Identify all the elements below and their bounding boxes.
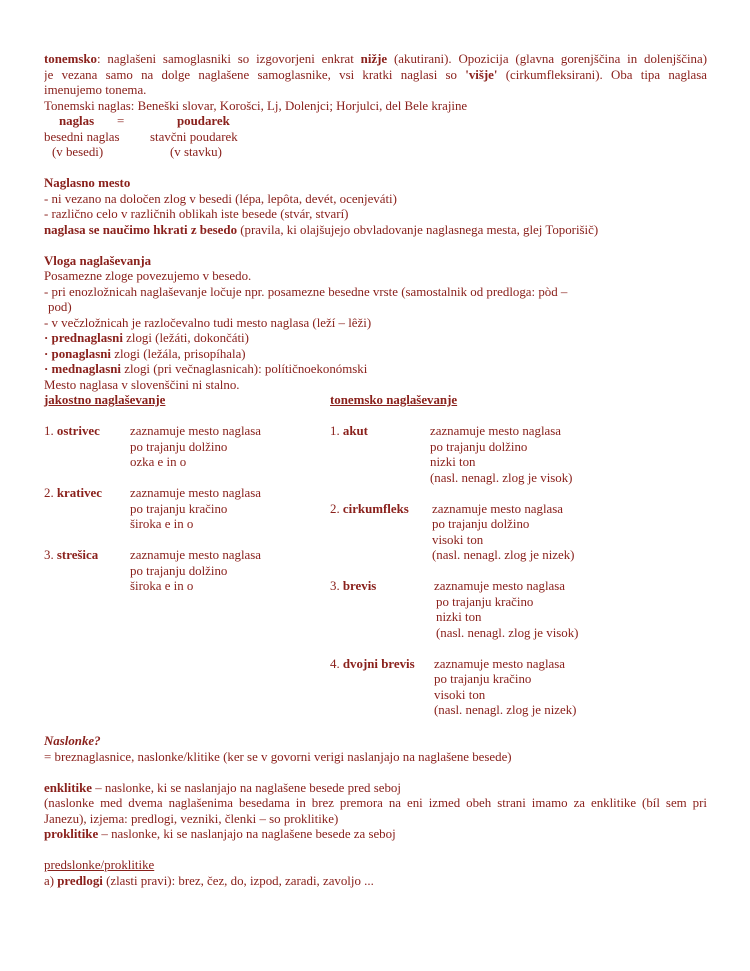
text-run: po trajanju kračino [130,501,228,516]
text-run: imenujemo tonema. [44,83,147,97]
text-run: (nasl. nenagl. zlog je visok) [430,470,573,485]
text-run: 1. [44,424,57,438]
text-run: = [117,114,125,128]
text-run: je vezana samo na dolge naglašene samoglasnike, vsi kratki naglasi so [44,67,466,82]
text-run: Vloga naglaševanja [44,253,152,268]
doc-line-segment [330,393,457,409]
text-run: po trajanju dolžino [130,563,228,578]
text-run: - ni vezano na določen zlog v besedi (lépa, lepôta, devét, ocenjeváti) [44,191,397,206]
text-run: (nasl. nenagl. zlog je visok) [436,625,579,640]
table-row [44,471,707,487]
doc-line-segment [330,657,415,673]
doc-line [44,223,707,239]
text-run: Tonemski naglas: Beneški slovar, Korošci, Lj, Dolenjci; Horjulci, del Bele krajine [44,98,468,113]
text-run: 'višje' [465,67,498,82]
text-run: cirkumfleks [342,501,409,516]
text-run: po trajanju kračino [436,594,534,609]
doc-line-segment [430,455,475,471]
doc-line-segment [130,517,193,533]
text-run: (nasl. nenagl. zlog je nizek) [434,703,577,717]
doc-line [44,347,707,363]
text-run: po trajanju dolžino [430,439,528,454]
doc-line [44,285,707,301]
heading-naslonke [44,734,707,750]
text-run: zaznamuje mesto naglasa [434,656,565,671]
text-run: Naslonke? [44,734,101,748]
text-run: Naglasno mesto [44,176,131,190]
text-run: predslonke/proklitike [44,858,155,872]
doc-line [44,378,707,394]
doc-line-segment [177,114,230,130]
text-run: besedni naglas [44,129,120,144]
text-run: ostrivec [56,424,100,438]
doc-line [44,812,707,828]
text-run: zlogi (ležáti, dokončáti) [122,331,249,345]
text-run: tonemsko naglaševanje [330,393,458,407]
table-row [44,564,707,580]
v-besedi-v-stavku-line [44,145,707,161]
doc-line-segment [117,114,124,130]
doc-line [44,192,707,208]
blank-line [44,641,707,657]
table-row [44,579,707,595]
doc-line-segment [436,626,578,642]
text-run: 4. [330,656,343,671]
doc-line-segment [432,548,574,564]
text-run: zaznamuje mesto naglasa [432,501,563,516]
text-run: proklitike [44,827,99,841]
text-run: akut [342,424,368,438]
text-run: krativec [56,486,102,500]
text-run: zlogi (pri večnaglasnicah): polítičnoekonómski [121,362,368,376]
doc-line-segment [436,595,533,611]
text-run: (pravila, ki olajšujejo obvladovanje naglasnega mesta, glej Toporišič) [237,222,599,237]
table-row [44,626,707,642]
text-run: pod) [48,300,72,314]
doc-line-segment [44,424,100,440]
doc-line-segment [44,548,98,564]
text-run: · ponaglasni [44,346,111,361]
intro-line-1 [44,52,707,68]
text-run: (v stavku) [170,145,222,159]
text-run: stavčni poudarek [150,129,238,144]
doc-line [44,331,707,347]
besedni-stavcni-line [44,130,707,146]
text-run: po trajanju dolžino [130,439,228,454]
text-run: - pri enozložnicah naglaševanje ločuje npr. posamezne besedne vrste (samostalnik od predloga: pòd – [44,284,568,299]
doc-line-segment [430,424,561,440]
text-run: nižje [360,52,388,66]
table-row [44,517,707,533]
doc-line-segment [48,300,72,316]
text-run: enklitike [44,780,92,795]
blank-line [44,238,707,254]
text-run: (zlasti pravi): brez, čez, do, izpod, zaradi, zavoljo ... [102,873,374,888]
doc-line [44,207,707,223]
doc-line-segment [130,579,193,595]
doc-line-segment [330,579,376,595]
text-run: - različno celo v različnih oblikah iste besede (stvár, stvarí) [44,207,349,221]
heading-vloga-naglasevanja [44,254,707,270]
blank-line [44,161,707,177]
blank-line [44,409,707,425]
heading-naglasno-mesto [44,176,707,192]
table-row [44,440,707,456]
doc-line-segment [432,502,563,518]
text-run: visoki ton [432,532,484,547]
table-row [44,548,707,564]
column-headers [44,393,707,409]
text-run: jakostno naglaševanje [44,393,166,407]
text-run: Mesto naglasa v slovenščini ni stalno. [44,377,240,392]
text-run: zaznamuje mesto naglasa [130,486,261,500]
doc-line-segment [170,145,222,161]
doc-line [44,827,707,843]
text-run: strešica [56,548,99,562]
table-row [44,610,707,626]
text-run: brevis [342,579,377,593]
text-run: tonemsko [44,52,97,66]
doc-line-segment [59,114,94,130]
doc-line [44,269,707,285]
intro-line-3 [44,83,707,99]
text-run: 1. [330,424,343,438]
doc-line [44,316,707,332]
doc-line-segment [434,688,485,704]
text-run: · prednaglasni [44,331,123,345]
text-run: 2. [44,486,57,500]
doc-line-segment [432,533,483,549]
doc-line-segment [330,502,409,518]
doc-line-segment [130,548,261,564]
table-row [44,533,707,549]
tonemski-naglas-line [44,99,707,115]
text-run: po trajanju kračino [434,672,532,686]
text-run: visoki ton [434,687,486,702]
text-run: naglas [59,114,95,128]
doc-line-segment [434,579,565,595]
document-body [44,52,707,889]
blank-line [44,719,707,735]
text-run: 2. [330,501,343,516]
doc-line-segment [130,486,261,502]
text-run: po trajanju dolžino [432,517,530,531]
doc-line [44,874,707,890]
text-run: dvojni brevis [342,656,415,671]
text-run: Janezu), izjema: predlogi, vezniki, členki – so proklitike) [44,811,339,826]
doc-line-segment [130,455,186,471]
text-run: – naslonke, ki se naslanjajo na naglašene besede za seboj [98,827,396,841]
doc-line-segment [436,610,481,626]
text-run: (naslonke med dvema naglašenima besedama in brez premora na eni izmed obeh strani imamo za enklitike (bíl sem pri [44,796,707,810]
doc-line [44,781,707,797]
text-run: (akutirani). Opozicija (glavna gorenjščina in dolenjščina) [387,52,707,66]
doc-line-segment [44,130,120,146]
text-run: : naglašeni samoglasniki so izgovorjeni enkrat [97,52,361,66]
naglas-poudarek-line [44,114,707,130]
text-run: široka e in o [130,579,194,593]
doc-line [44,300,707,316]
text-run: (nasl. nenagl. zlog je nizek) [432,548,575,562]
text-run: 3. [330,579,343,593]
doc-line-segment [52,145,103,161]
table-row [44,424,707,440]
table-row [44,657,707,673]
blank-line [44,843,707,859]
table-row [44,595,707,611]
text-run: - v večzložnicah je razločevalno tudi mesto naglasa (leží – lêži) [44,315,372,330]
doc-line [44,796,707,812]
text-run: nizki ton [430,455,476,469]
text-run: 3. [44,548,57,562]
doc-line-segment [130,440,227,456]
doc-line-segment [430,471,572,487]
table-row [44,703,707,719]
text-run: zaznamuje mesto naglasa [130,548,261,562]
text-run: predlogi [57,873,103,888]
table-row [44,486,707,502]
text-run: ozka e in o [130,455,187,469]
doc-line-segment [130,424,261,440]
doc-line-segment [330,424,368,440]
text-run: široka e in o [130,517,194,531]
doc-line-segment [432,517,529,533]
text-run: – naslonke, ki se naslanjajo na naglašene besede pred seboj [92,780,401,795]
table-row [44,455,707,471]
table-row [44,672,707,688]
doc-line-segment [150,130,238,146]
doc-line [44,362,707,378]
blank-line [44,765,707,781]
text-run: poudarek [177,114,230,128]
text-run: · mednaglasni [44,362,122,376]
text-run: nizki ton [436,610,482,624]
text-run: a) [44,873,58,888]
text-run: (v besedi) [52,145,104,159]
doc-line-segment [434,672,531,688]
text-run: zaznamuje mesto naglasa [130,424,261,438]
doc-line-segment [44,393,165,409]
doc-line-segment [44,486,102,502]
doc-line [44,750,707,766]
text-run: zaznamuje mesto naglasa [434,579,565,593]
doc-line-segment [130,502,227,518]
doc-line-segment [434,657,565,673]
text-run: zlogi (ležála, prisopíhala) [111,346,246,361]
text-run: zaznamuje mesto naglasa [430,424,561,438]
doc-line-segment [430,440,527,456]
table-row [44,502,707,518]
doc-line-segment [130,564,227,580]
intro-line-2 [44,68,707,84]
doc-line-segment [434,703,576,719]
text-run: Posamezne zloge povezujemo v besedo. [44,269,252,283]
text-run: naglasa se naučimo hkrati z besedo [44,222,238,237]
table-row [44,688,707,704]
heading-predslonke-proklitike [44,858,707,874]
text-run: = breznaglasnice, naslonke/klitike (ker se v govorni verigi naslanjajo na naglašene besede) [44,749,512,764]
text-run: (cirkumfleksirani). Oba tipa naglasa [497,67,707,82]
